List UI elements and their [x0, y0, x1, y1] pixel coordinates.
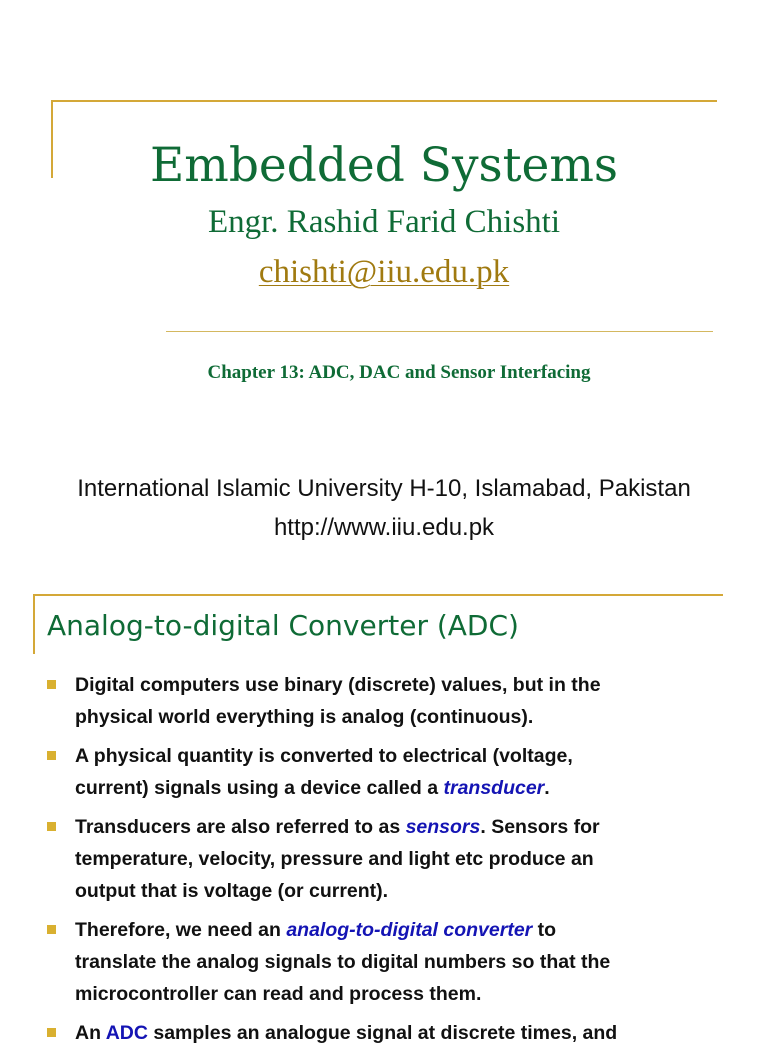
- bullet-item: [0, 811, 768, 907]
- bullet-item: [0, 1017, 768, 1049]
- bullet-text: temperature, velocity, pressure and light etc produce an: [75, 848, 594, 870]
- bullet-line: [75, 978, 738, 1010]
- bullet-text: .: [544, 777, 550, 799]
- slide-frame-horizontal: [33, 594, 723, 596]
- bullet-line: [75, 914, 738, 946]
- bullet-line: [75, 772, 738, 804]
- highlighted-term: ADC: [105, 1022, 148, 1044]
- highlighted-term: sensors: [405, 816, 481, 838]
- bullet-line: [75, 740, 738, 772]
- bullet-line: [75, 843, 738, 875]
- bullet-text: Therefore, we need an: [75, 919, 287, 941]
- bullet-item: [0, 740, 768, 804]
- square-bullet-icon: [47, 1028, 56, 1037]
- bullet-line: [75, 946, 738, 978]
- square-bullet-icon: [47, 680, 56, 689]
- bullet-text: . Sensors for: [480, 816, 600, 838]
- title-divider: [166, 331, 713, 332]
- bullet-text: microcontroller can read and process them.: [75, 983, 482, 1005]
- website-url: http://www.iiu.edu.pk: [273, 514, 495, 541]
- email-line: [0, 250, 768, 294]
- bullet-line: [75, 811, 738, 843]
- bullet-line: [75, 1017, 738, 1049]
- university-address: International Islamic University H-10, Islamabad, Pakistan: [77, 475, 691, 502]
- bullet-item: [0, 914, 768, 1010]
- author-name: Engr. Rashid Farid Chishti: [207, 204, 560, 240]
- chapter-subtitle: Chapter 13: ADC, DAC and Sensor Interfacing: [207, 362, 591, 383]
- bullet-line: [75, 669, 738, 701]
- email-link[interactable]: chishti@iiu.edu.pk: [258, 254, 510, 290]
- content-slide: [0, 580, 768, 1044]
- bullet-text: current) signals using a device called a: [75, 777, 444, 799]
- highlighted-term: transducer: [443, 777, 545, 799]
- bullet-text: translate the analog signals to digital numbers so that the: [75, 951, 611, 973]
- bullet-text: samples an analogue signal at discrete times, and: [147, 1022, 618, 1044]
- bullet-text: to: [532, 919, 557, 941]
- bullet-text: An: [75, 1022, 106, 1044]
- bullet-line: [75, 875, 738, 907]
- bullet-item: [0, 669, 768, 733]
- square-bullet-icon: [47, 751, 56, 760]
- square-bullet-icon: [47, 822, 56, 831]
- square-bullet-icon: [47, 925, 56, 934]
- bullet-text: Transducers are also referred to as: [75, 816, 406, 838]
- slide-frame-vertical: [33, 594, 35, 654]
- bullet-text: physical world everything is analog (continuous).: [75, 706, 534, 728]
- highlighted-term: analog-to-digital converter: [286, 919, 533, 941]
- bullet-text: Digital computers use binary (discrete) values, but in the: [75, 674, 601, 696]
- slide-title: Embedded Systems: [149, 138, 619, 193]
- bullet-text: output that is voltage (or current).: [75, 880, 389, 902]
- slide-frame-horizontal: [51, 100, 717, 102]
- bullet-text: A physical quantity is converted to electrical (voltage,: [75, 745, 573, 767]
- slide-heading: Analog-to-digital Converter (ADC): [47, 609, 519, 642]
- bullet-line: [75, 701, 738, 733]
- bullet-list: [0, 669, 768, 1056]
